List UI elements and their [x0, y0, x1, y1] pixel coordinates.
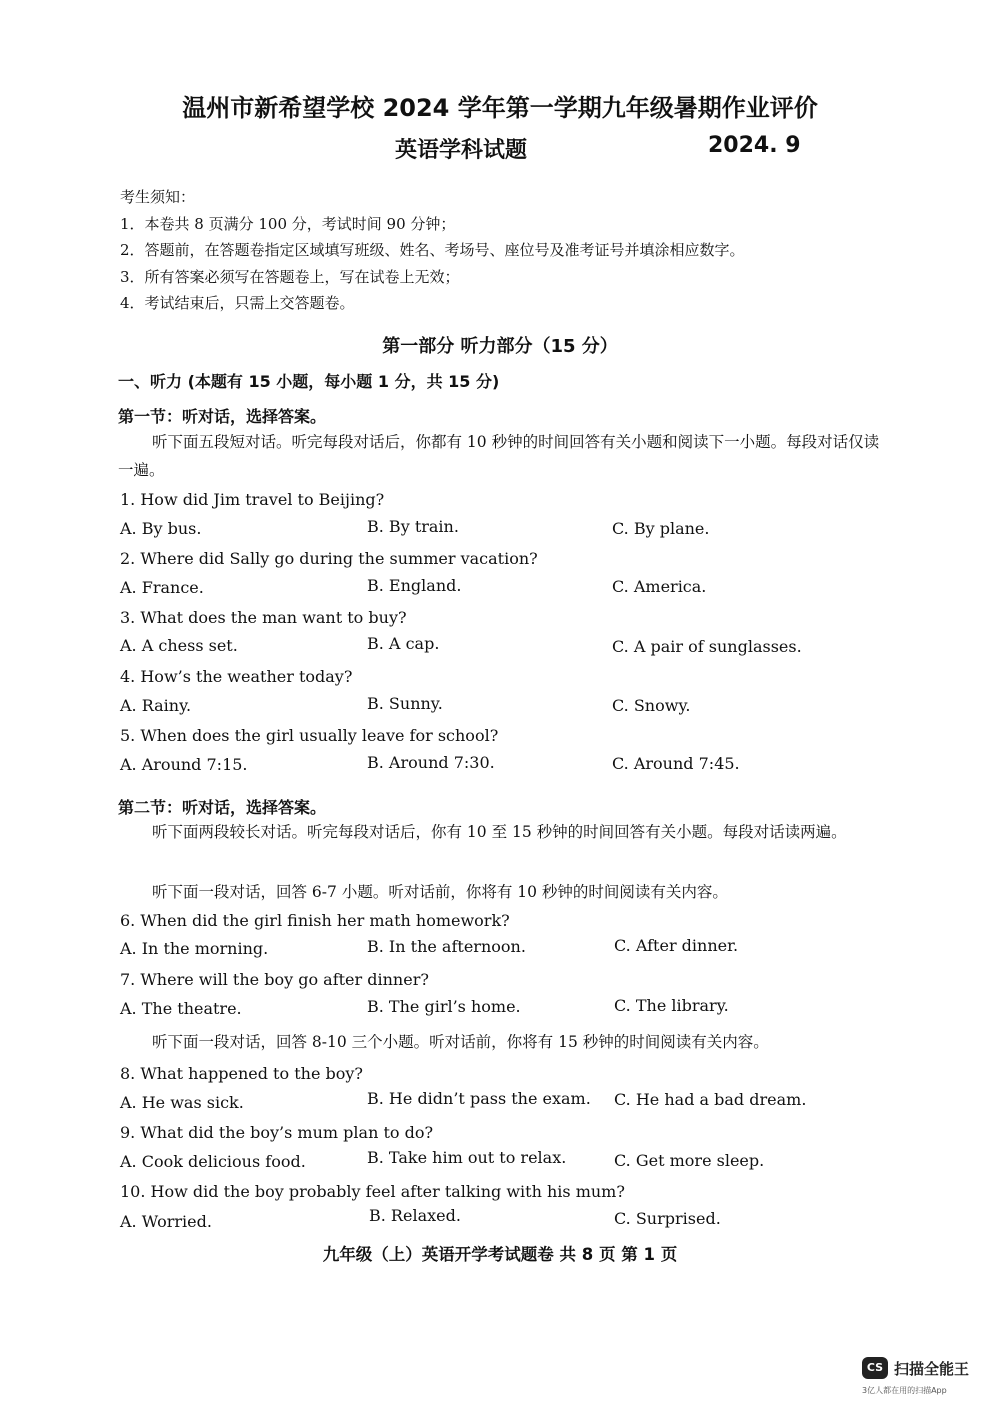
- option-c: C. Surprised.: [614, 1209, 721, 1228]
- option-a: A. Around 7:15.: [120, 755, 248, 774]
- question: 6. When did the girl finish her math homework?: [120, 911, 510, 930]
- question: 8. What happened to the boy?: [120, 1064, 363, 1083]
- question: 1. How did Jim travel to Beijing?: [120, 490, 385, 509]
- option-b: B. Relaxed.: [369, 1206, 461, 1225]
- notice-item: 3．所有答案必须写在答题卷上，写在试卷上无效；: [120, 267, 460, 286]
- option-a: A. France.: [120, 578, 204, 597]
- option-c: C. The library.: [614, 996, 729, 1015]
- option-b: B. He didn’t pass the exam.: [367, 1089, 591, 1108]
- option-b: B. By train.: [367, 517, 459, 536]
- notice-item: 4．考试结束后，只需上交答题卷。: [120, 294, 355, 312]
- option-a: A. Worried.: [120, 1212, 212, 1231]
- option-a: A. A chess set.: [120, 636, 238, 655]
- option-b: B. The girl’s home.: [367, 997, 521, 1016]
- option-a: A. He was sick.: [120, 1093, 244, 1112]
- option-c: C. After dinner.: [614, 936, 739, 955]
- subsection-heading: 第二节：听对话，选择答案。: [118, 798, 327, 817]
- option-c: C. Around 7:45.: [612, 754, 740, 773]
- dialogue-intro: 听下面一段对话，回答 8-10 三个小题。听对话前，你将有 15 秒钟的时间阅读有关内容。: [152, 1033, 769, 1051]
- option-b: B. Take him out to relax.: [367, 1148, 567, 1167]
- question: 2. Where did Sally go during the summer vacation?: [120, 549, 538, 568]
- subsection-instruction: 听下面五段短对话。听完每段对话后，你都有 10 秒钟的时间回答有关小题和阅读下一小题。每段对话仅读一遍。: [118, 433, 880, 479]
- option-a: A. Rainy.: [120, 696, 192, 715]
- option-a: A. By bus.: [120, 519, 202, 538]
- dialogue-intro: 听下面一段对话，回答 6-7 小题。听对话前，你将有 10 秒钟的时间阅读有关内容。: [152, 883, 728, 901]
- option-c: C. America.: [612, 577, 707, 596]
- section-heading: 一、听力 (本题有 15 小题，每小题 1 分，共 15 分): [118, 372, 500, 391]
- page-footer: 九年级（上）英语开学考试题卷 共 8 页 第 1 页: [322, 1245, 678, 1264]
- scanner-logo-icon: CS: [862, 1357, 888, 1379]
- question: 9. What did the boy’s mum plan to do?: [120, 1123, 434, 1142]
- scanner-app-name: 扫描全能王: [894, 1360, 970, 1378]
- question: 3. What does the man want to buy?: [120, 608, 407, 627]
- option-c: C. A pair of sunglasses.: [612, 637, 802, 656]
- scanner-tagline: 3亿人都在用的扫描App: [862, 1386, 947, 1395]
- notice-item: 1．本卷共 8 页满分 100 分，考试时间 90 分钟；: [120, 214, 456, 233]
- part-title: 第一部分 听力部分（15 分）: [382, 336, 618, 357]
- question: 10. How did the boy probably feel after talking with his mum?: [120, 1182, 625, 1201]
- notice-item: 2．答题前，在答题卷指定区域填写班级、姓名、考场号、座位号及准考证号并填涂相应数字。: [120, 241, 745, 259]
- option-b: B. A cap.: [367, 634, 440, 653]
- option-a: A. In the morning.: [120, 939, 269, 958]
- question: 5. When does the girl usually leave for school?: [120, 726, 499, 745]
- option-a: A. The theatre.: [120, 999, 242, 1018]
- question: 4. How’s the weather today?: [120, 667, 353, 686]
- option-c: C. By plane.: [612, 519, 710, 538]
- notice-heading: 考生须知：: [120, 188, 196, 206]
- candidate-notice: [120, 184, 745, 317]
- option-b: B. Sunny.: [367, 694, 443, 713]
- option-c: C. Snowy.: [612, 696, 691, 715]
- option-b: B. In the afternoon.: [367, 937, 526, 956]
- exam-date: 2024. 9: [708, 133, 801, 158]
- subsection-instruction: 听下面两段较长对话。听完每段对话后，你有 10 至 15 秒钟的时间回答有关小题。每段对话读两遍。: [152, 823, 847, 841]
- option-b: B. Around 7:30.: [367, 753, 495, 772]
- option-a: A. Cook delicious food.: [120, 1152, 306, 1171]
- option-c: C. He had a bad dream.: [614, 1090, 807, 1109]
- exam-title: 温州市新希望学校 2024 学年第一学期九年级暑期作业评价: [182, 94, 818, 122]
- exam-subject: 英语学科试题: [395, 138, 528, 163]
- option-b: B. England.: [367, 576, 462, 595]
- subsection-heading: 第一节：听对话，选择答案。: [118, 407, 327, 426]
- question: 7. Where will the boy go after dinner?: [120, 970, 429, 989]
- option-c: C. Get more sleep.: [614, 1151, 765, 1170]
